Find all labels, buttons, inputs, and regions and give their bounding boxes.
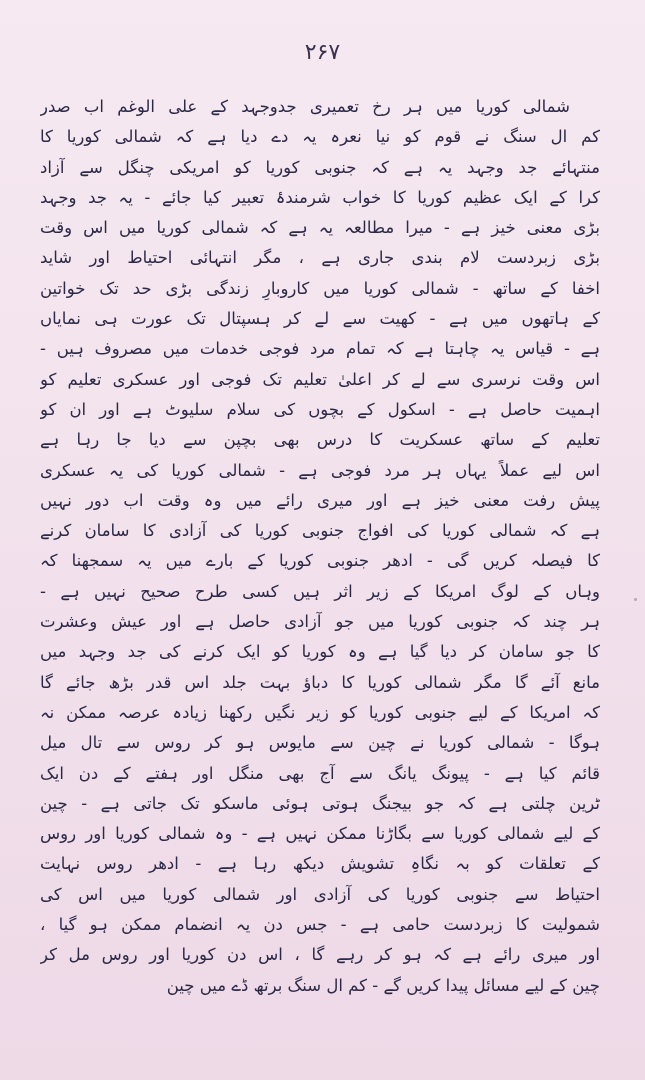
paragraph	[40, 92, 600, 1001]
text-line: ہے کہ شمالی کوریا کی افواج جنوبی کوریا کی آزادی کا سامان کرنے	[40, 521, 600, 541]
text-line: مانع آئے گا مگر شمالی کوریا کا دباؤ بہت جلد اس قدر بڑھ جائے گا	[40, 672, 600, 692]
text-line: بڑی معنی خیز ہے - میرا مطالعہ یہ ہے کہ شمالی کوریا میں اس وقت	[40, 218, 600, 238]
page-number: ۲۶۷	[304, 40, 341, 65]
text-line: اخفا کے ساتھ - شمالی کوریا میں کاروبارِ زندگی بڑی حد تک خواتین	[40, 278, 600, 298]
text-line: ٹرین چلتی ہے کہ جو بیجنگ ہوتی ہوئی ماسکو تک جاتی ہے - چین	[40, 793, 600, 813]
text-line: کہ امریکا کے لیے جنوبی کوریا کو زیر نگیں رکھنا زیادہ عرصہ ممکن نہ	[40, 702, 600, 722]
text-line: کرا کے ایک عظیم کوریا کا خواب شرمندۂ تعبیر کیا جائے - یہ جد وجہد	[40, 187, 600, 207]
text-line: ہر چند کہ جنوبی کوریا میں جو آزادی حاصل ہے اور عیش وعشرت	[40, 612, 600, 632]
text-line: پیش رفت معنی خیز ہے اور میری رائے میں وہ وقت اب دور نہیں	[40, 490, 600, 510]
text-line: شمولیت کا زبردست حامی ہے - جس دن یہ انضمام ممکن ہو گیا ،	[40, 915, 600, 935]
text-line: تعلیم کے ساتھ عسکریت کا درس بھی بچپن سے دیا جا رہا ہے	[40, 430, 600, 450]
text-line: ہوگا - شمالی کوریا نے چین سے مایوس ہو کر روس سے تال میل	[40, 733, 600, 753]
text-line: کم ال سنگ نے قوم کو نیا نعرہ یہ دے دیا ہے کہ شمالی کوریا کا	[40, 127, 600, 147]
text-line: اس وقت نرسری سے لے کر اعلیٰ تعلیم تک فوجی اور عسکری تعلیم کو	[40, 369, 600, 389]
text-line: اور میری رائے ہے کہ ہو کر رہے گا ، اس دن کوریا اور روس مل کر	[40, 945, 600, 965]
text-line: شمالی کوریا میں ہر رخ تعمیری جدوجہد کے علی الوغم اب صدر	[40, 97, 570, 116]
text-line: احتیاط سے جنوبی کوریا کی آزادی اور شمالی کوریا میں اس کی	[40, 884, 600, 904]
text-line: اہمیت حاصل ہے - اسکول کے بچوں کی سلام سلیوٹ ہے اور ان کو	[40, 399, 600, 419]
text-line: وہاں کے لوگ امریکا کے زیر اثر ہیں کسی طرح صحیح نہیں ہے -	[40, 581, 600, 601]
text-line: منتہائے جد وجہد یہ ہے کہ جنوبی کوریا کو امریکی چنگل سے آزاد	[40, 157, 600, 177]
text-line: بڑی زبردست لام بندی جاری ہے ، مگر انتہائی احتیاط اور شاید	[40, 248, 600, 268]
text-line: کے ہاتھوں میں ہے - کھیت سے لے کر ہسپتال تک عورت ہی نمایاں	[40, 309, 600, 329]
text-line: قائم کیا ہے - پیونگ یانگ سے آج بھی منگل اور ہفتے کے دن ایک	[40, 763, 600, 783]
text-line: کے لیے شمالی کوریا سے بگاڑنا ممکن نہیں ہے - وہ شمالی کوریا اور روس	[40, 824, 600, 844]
text-line: چین کے لیے مسائل پیدا کریں گے - کم ال سنگ برتھ ڈے میں چین	[166, 975, 600, 995]
margin-speck	[634, 598, 637, 601]
text-line: کا فیصلہ کریں گی - ادھر جنوبی کوریا کے بارے میں یہ سمجھنا کہ	[40, 551, 600, 571]
text-line: اس لیے عملاً یہاں ہر مرد فوجی ہے - شمالی کوریا کی یہ عسکری	[40, 460, 600, 480]
text-line: کے تعلقات کو بہ نگاہِ تشویش دیکھ رہا ہے - ادھر روس نہایت	[40, 854, 600, 874]
text-line: ہے - قیاس یہ چاہتا ہے کہ تمام مرد فوجی خدمات میں مصروف ہیں -	[40, 339, 600, 359]
text-line: کا جو سامان کر دیا گیا ہے وہ کوریا کو ایک کرنے کی جد وجہد میں	[40, 642, 600, 662]
